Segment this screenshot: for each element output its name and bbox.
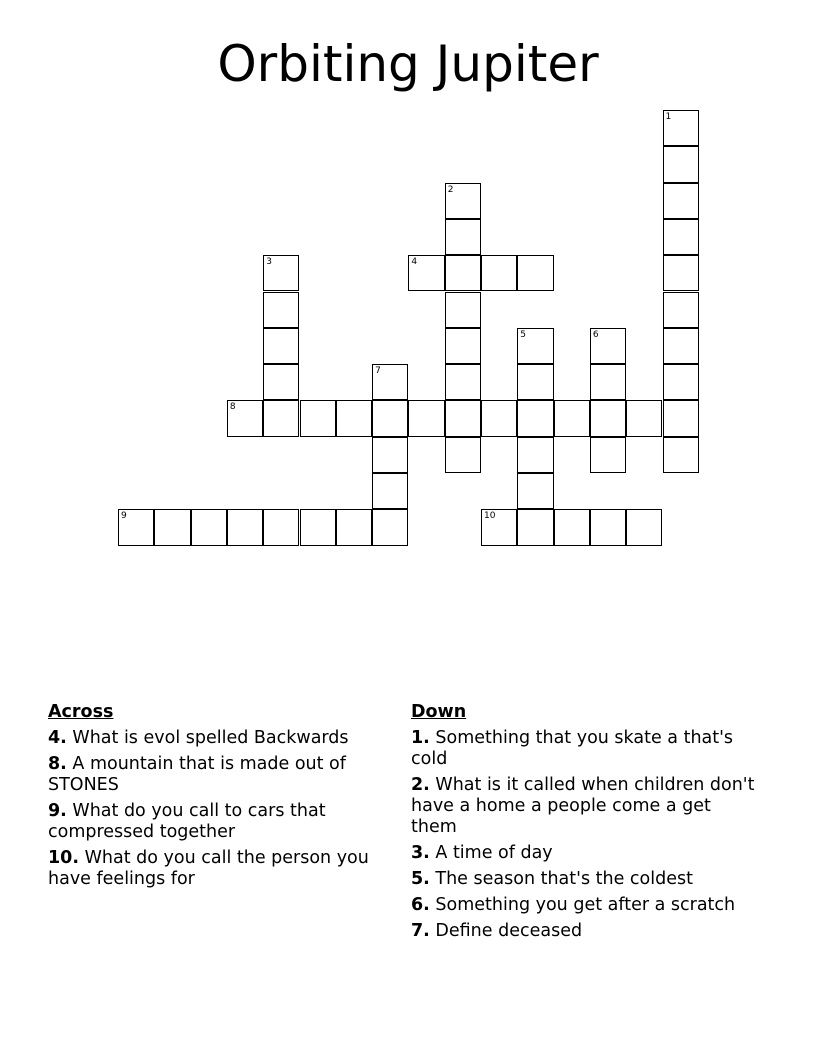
clue-across-4: [48, 728, 388, 749]
down-clues: [411, 700, 761, 947]
grid-cell[interactable]: [445, 183, 481, 219]
grid-cell[interactable]: [336, 509, 372, 545]
grid-cell[interactable]: [372, 400, 408, 436]
cell-number: 1: [665, 112, 672, 122]
grid-cell[interactable]: [227, 400, 263, 436]
grid-cell[interactable]: [445, 219, 481, 255]
clue-text: What do you call to cars that compressed together: [48, 801, 326, 842]
grid-cell[interactable]: [517, 400, 553, 436]
grid-cell[interactable]: [372, 473, 408, 509]
clue-text: Something you get after a scratch: [435, 895, 736, 915]
clue-down-3: [411, 843, 761, 864]
grid-cell[interactable]: [118, 509, 154, 545]
grid-cell[interactable]: [554, 509, 590, 545]
clue-text: What is it called when children don't have a home a people come a get them: [411, 775, 755, 837]
grid-cell[interactable]: [663, 146, 699, 182]
cell-number: 2: [447, 184, 454, 195]
clue-number: 10.: [48, 848, 80, 868]
grid-cell[interactable]: [554, 400, 590, 436]
grid-cell[interactable]: [372, 509, 408, 545]
grid-cell[interactable]: [481, 400, 517, 436]
grid-cell[interactable]: [663, 364, 699, 400]
grid-cell[interactable]: [372, 364, 408, 400]
grid-cell[interactable]: [408, 400, 444, 436]
grid-cell[interactable]: [663, 400, 699, 436]
grid-cell[interactable]: [481, 509, 517, 545]
clue-text: What do you call the person you have feelings for: [48, 848, 369, 889]
cell-number: 5: [520, 329, 527, 340]
grid-cell[interactable]: [154, 509, 190, 545]
grid-cell[interactable]: [663, 292, 699, 328]
clue-number: 9.: [48, 801, 67, 821]
clue-text: A mountain that is made out of STONES: [48, 754, 346, 795]
grid-cell[interactable]: [263, 255, 299, 291]
grid-cell[interactable]: [517, 328, 553, 364]
grid-cell[interactable]: [263, 292, 299, 328]
clue-number: 5.: [411, 869, 430, 889]
across-heading: Across: [48, 702, 114, 722]
grid-cell[interactable]: [517, 437, 553, 473]
across-clues: [48, 700, 388, 895]
grid-cell[interactable]: [517, 473, 553, 509]
grid-cell[interactable]: [191, 509, 227, 545]
cell-number: 6: [592, 329, 599, 340]
grid-cell[interactable]: [481, 255, 517, 291]
clue-text: What is evol spelled Backwards: [72, 728, 349, 748]
grid-cell[interactable]: [663, 328, 699, 364]
grid-cell[interactable]: [445, 292, 481, 328]
grid-cell[interactable]: [517, 509, 553, 545]
clue-number: 2.: [411, 775, 430, 795]
cell-number: 7: [375, 366, 381, 377]
grid-cell[interactable]: [517, 364, 553, 400]
grid-cell[interactable]: [445, 400, 481, 436]
grid-cell[interactable]: [263, 509, 299, 545]
cell-number: 3: [266, 257, 272, 268]
clue-number: 4.: [48, 728, 67, 748]
grid-cell[interactable]: [626, 509, 662, 545]
grid-cell[interactable]: [663, 219, 699, 255]
clue-down-5: [411, 869, 761, 890]
grid-cell[interactable]: [263, 364, 299, 400]
grid-cell[interactable]: [263, 328, 299, 364]
clue-across-9: [48, 801, 388, 843]
grid-cell[interactable]: [663, 110, 699, 146]
cell-number: 9: [121, 511, 127, 522]
grid-cell[interactable]: [590, 364, 626, 400]
grid-cell[interactable]: [336, 400, 372, 436]
clue-across-10: [48, 848, 388, 890]
grid-cell[interactable]: [626, 400, 662, 436]
grid-cell[interactable]: [663, 437, 699, 473]
clue-text: Define deceased: [435, 921, 583, 941]
clue-down-7: [411, 921, 761, 942]
clue-text: Something that you skate a that's cold: [411, 728, 734, 769]
cell-number: 8: [229, 402, 236, 413]
grid-cell[interactable]: [663, 183, 699, 219]
clue-number: 3.: [411, 843, 430, 863]
grid-cell[interactable]: [445, 364, 481, 400]
down-heading: Down: [411, 702, 467, 722]
clue-text: A time of day: [435, 843, 553, 863]
grid-cell[interactable]: [300, 509, 336, 545]
grid-cell[interactable]: [445, 328, 481, 364]
clue-across-8: [48, 754, 388, 796]
clue-down-2: [411, 775, 761, 838]
clue-number: 7.: [411, 921, 430, 941]
clue-number: 6.: [411, 895, 430, 915]
grid-cell[interactable]: [372, 437, 408, 473]
grid-cell[interactable]: [445, 255, 481, 291]
grid-cell[interactable]: [590, 400, 626, 436]
clue-number: 1.: [411, 728, 430, 748]
clue-down-1: [411, 728, 761, 770]
grid-cell[interactable]: [227, 509, 263, 545]
cell-number: 4: [411, 257, 418, 268]
grid-cell[interactable]: [663, 255, 699, 291]
grid-cell[interactable]: [300, 400, 336, 436]
cell-number: 10: [484, 511, 496, 522]
puzzle-title: Orbiting Jupiter: [217, 35, 599, 93]
clue-text: The season that's the coldest: [435, 869, 693, 889]
grid-cell[interactable]: [590, 437, 626, 473]
grid-cell[interactable]: [408, 255, 444, 291]
grid-cell[interactable]: [590, 509, 626, 545]
grid-cell[interactable]: [263, 400, 299, 436]
grid-cell[interactable]: [590, 328, 626, 364]
clue-number: 8.: [48, 754, 67, 774]
clue-down-6: [411, 895, 761, 916]
grid-cell[interactable]: [517, 255, 553, 291]
grid-cell[interactable]: [445, 437, 481, 473]
